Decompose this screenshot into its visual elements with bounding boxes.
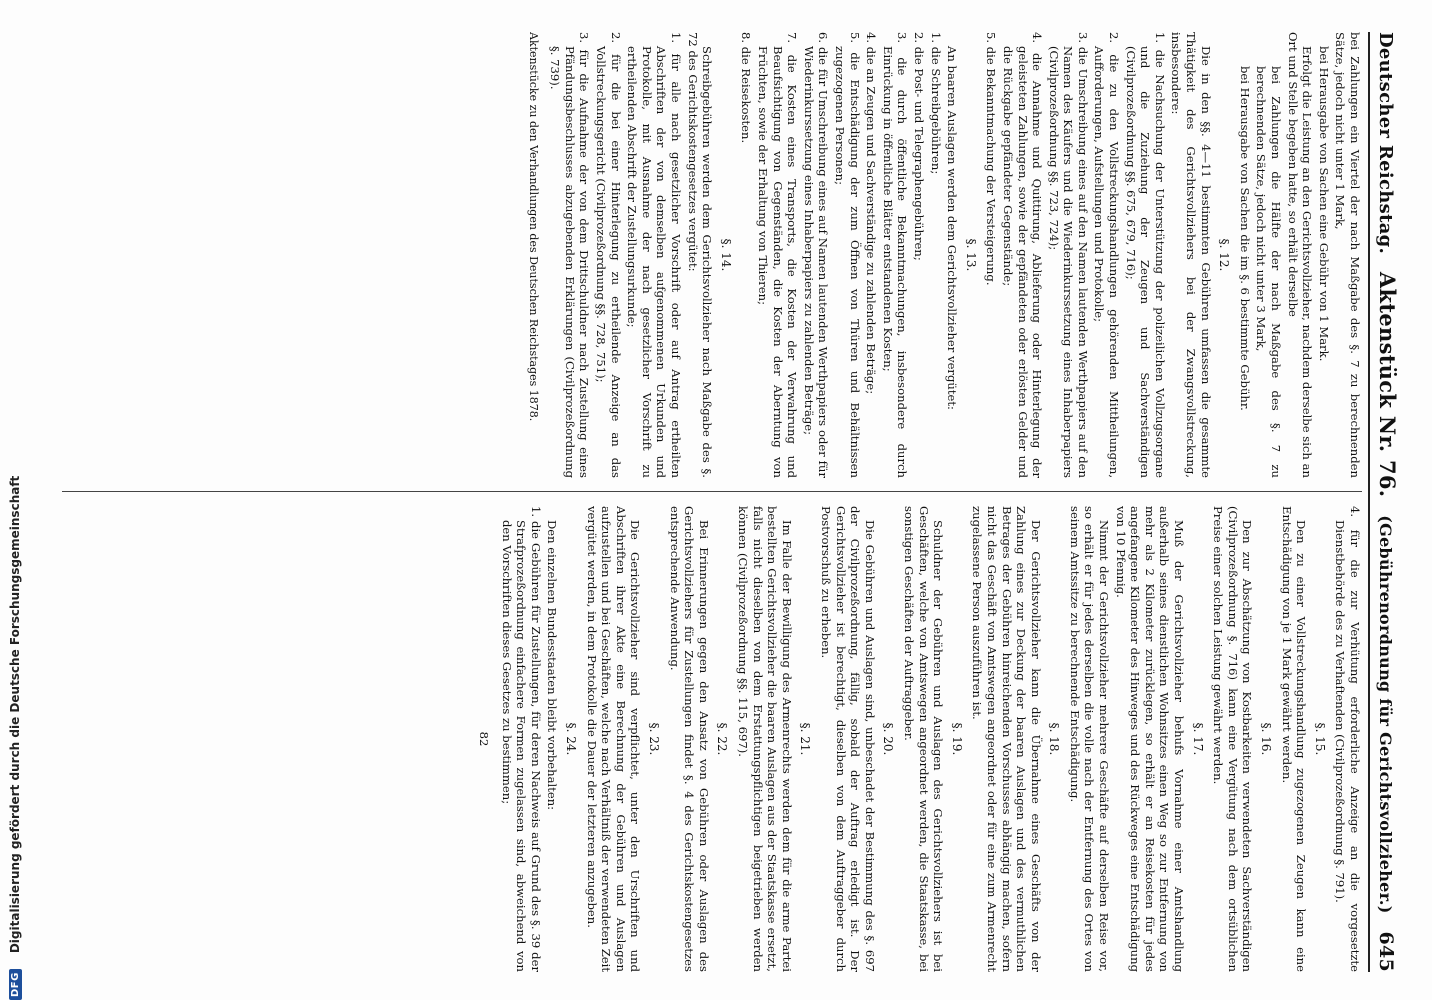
section-heading: §. 17.	[1190, 722, 1205, 756]
list-item: 4. die an Zeugen und Sachverständige zu zahlenden Beträge;	[864, 32, 879, 395]
section-heading: §. 23.	[647, 722, 662, 756]
section-heading: §. 18.	[1047, 722, 1062, 756]
paragraph: Den zu einer Vollstreckungshandlung zugezogenen Zeugen kann eine Entschädigung von je 1 Mark gewährt werden.	[1279, 506, 1309, 972]
list-item: 1. die Gebühren für Zustellungen, für deren Nachweis auf Grund des §. 39 der Strafprozeßordnung einfachere Formen zugelassen sind, abweichend von den Vorschriften dieses Gesetzes zu bestimmen;	[499, 506, 543, 972]
left-column	[42, 32, 1362, 478]
list-item: 5. die Bekanntmachung der Versteigerung.	[984, 32, 999, 286]
header-page-number: 645	[1375, 931, 1397, 972]
page-footer: Aktenstücke zu den Verhandlungen des Deutschen Reichstages 1878.	[526, 32, 540, 422]
header-right: (Gebührenordnung für Gerichtsvollzieher.)	[1376, 515, 1395, 914]
section-heading: §. 15.	[1312, 722, 1327, 756]
section-heading: §. 12.	[1217, 238, 1232, 272]
header-left: Deutscher Reichstag.	[1375, 32, 1396, 255]
scan-footer-text: Digitalisierung gefördert durch die Deutsche Forschungsgemeinschaft	[8, 475, 22, 954]
paragraph: An baaren Auslagen werden dem Gerichtsvollzieher vergütet:	[945, 46, 960, 410]
section-heading: §. 16.	[1259, 722, 1274, 756]
list-item: 6. die für Umschreibung eines auf Namen lautenden Werthpapiers oder für Wiederinkurssetzung eines Inhaberpapiers zu zahlenden Beträge;	[801, 32, 831, 478]
section-heading: §. 21.	[798, 722, 813, 756]
list-item: 4. die Annahme und Quittirung, Ablieferung oder Hinterlegung der geleisteten Zahlungen, sowie der gepfändeten oder erlösten Gelder und die Rückgabe gepfändeter Gegenstände;	[1000, 32, 1045, 478]
section-heading: §. 14.	[718, 238, 733, 272]
list-item: 3. die Umschreibung eines auf den Namen lautenden Werthpapiers auf den Namen des Käufers und die Wiederinkurssetzung eines Inhaberpapiers (Civilprozeßordnung §§. 723, 724);	[1046, 32, 1090, 478]
list-item: 5. die Entschädigung der zum Öffnen von Thüren und Behältnissen zugezogenen Personen;	[833, 32, 862, 478]
paragraph: bei Herausgabe von Sachen eine Gebühr von 1 Mark.	[1316, 46, 1331, 362]
right-column	[42, 506, 1362, 972]
list-item: 2. für die bei einer Hinterlegung zu ertheilende Anzeige an das Vollstreckungsgericht (Civilprozeßordnung §§. 728, 751);	[594, 32, 623, 478]
paragraph: Der Gerichtsvollzieher kann die Übernahme eines Geschäfts von der Zahlung eines zur Deckung der baaren Auslagen und des vermuthlichen Betrages der Gebühren hinreichenden Vorschusses abhängig machen, sofern nicht das Geschäft von Amtswegen angeordnet oder für eine zum Armenrecht zugelassene Person auszuführen ist.	[970, 506, 1043, 972]
paragraph: Nimmt der Gerichtsvollzieher mehrere Geschäfte auf derselben Reise vor, so erhält er für jedes derselben die volle nach der Entfernung des Ortes von seinem Amtssitze zu berechnende Entschädigung.	[1067, 506, 1112, 972]
paragraph: Bei Erinnerungen gegen den Ansatz von Gebühren oder Auslagen des Gerichtsvollziehers für Zustellungen findet §. 4 des Gerichtskostengesetzes entsprechende Anwendung.	[667, 506, 711, 972]
section-heading: §. 19.	[949, 722, 964, 756]
column-divider	[62, 491, 1362, 492]
paragraph: Die Gebühren und Auslagen sind, unbeschadet der Bestimmung des §. 697 der Civilprozeßordnung, fällig, sobald der Auftrag erledigt ist. Der Gerichtsvollzieher ist berechtigt, dieselben von dem Auftraggeber durch Postvorschuß zu erheben.	[819, 506, 877, 972]
paragraph: Die in den §§. 4—11 bestimmten Gebühren umfassen die gesammte Thätigkeit des Gerichtsvollziehers bei der Zwangsvollstreckung, insbesondere:	[1169, 32, 1213, 478]
paragraph: Den einzelnen Bundesstaaten bleibt vorbehalten:	[545, 520, 560, 811]
section-heading: §. 24.	[564, 722, 579, 756]
running-head	[1368, 32, 1400, 972]
scan-footer	[0, 0, 30, 1000]
paragraph: Erfolgt die Leistung an den Gerichtsvollzieher, nachdem derselbe sich an Ort und Stelle begeben hatte, so erhält derselbe	[1285, 32, 1315, 478]
list-item: 1. die Schreibgebühren;	[928, 32, 943, 175]
paragraph: Schuldner der Gebühren und Auslagen des Gerichtsvollziehers ist bei Geschäften, welche von Amtswegen angeordnet werden, die Staatskasse, bei sonstigen Geschäften der Auftraggeber.	[901, 506, 946, 972]
list-item: 1. für alle nach gesetzlicher Vorschrift oder auf Antrag ertheilten Abschriften der von demselben aufgenommenen Urkunden und Protokolle, mit Ausnahme der nach gesetzlicher Vorschrift zu ertheilenden Abschrift der Zustellungsurkunde;	[625, 32, 684, 478]
paragraph: bei Herausgabe von Sachen die im §. 6 bestimmte Gebühr.	[1237, 66, 1252, 411]
header-center: Aktenstück Nr. 76.	[1375, 271, 1400, 498]
list-item: 7. die Kosten eines Transports, die Kosten der Verwahrung und Beaufsichtigung von Gegenständen, die Kosten der Aberntung von Früchten, sowie der Erhaltung von Thieren;	[756, 32, 800, 478]
list-item: 2. die zu den Vollstreckungshandlungen gehörenden Mittheilungen, Aufforderungen, Aufstellungen und Protokolle;	[1092, 32, 1122, 478]
list-item: 3. die durch öffentliche Bekanntmachungen, insbesondere durch Einrückung in öffentliche Blätter entstandenen Kosten;	[880, 32, 910, 478]
list-item: 1. die Nachsuchung der Unterstützung der polizeilichen Vollzugsorgane und die Zuziehung der Zeugen und Sachverständigen (Civilprozeßordnung §§. 675, 679, 716);	[1123, 32, 1167, 478]
list-item: 3. für die Aufnahme der von dem Drittschuldner nach Zustellung eines Pfändungsbeschlusses abzugebenden Erklärungen (Civilprozeßordnung §. 739).	[548, 32, 592, 478]
paragraph: Im Falle der Bewilligung des Armenrechts werden dem für die arme Partei bestellten Gerichtsvollzieher die baaren Auslagen aus der Staatskasse ersetzt, falls nicht dieselben von dem Erstattungspflichtigen beigetrieben werden können (Civilprozeßordnung §§. 115, 697).	[736, 506, 794, 972]
list-item: 2. die Post- und Telegraphengebühren;	[911, 32, 926, 261]
list-item: 4. für die zur Verhütung erforderliche Anzeige an die vorgesetzte Dienstbehörde des zu Verhaftenden (Civilprozeßordnung §. 791).	[1333, 506, 1362, 972]
paragraph: bei Zahlungen ein Viertel der nach Maßgabe des §. 7 zu berechnenden Sätze, jedoch nicht unter 1 Mark,	[1333, 32, 1362, 478]
paragraph: Schreibgebühren werden dem Gerichtsvollzieher nach Maßgabe des §. 72 des Gerichtskostengesetzes vergütet:	[685, 32, 715, 478]
paragraph: Den zur Abschätzung von Kostbarkeiten verwendeten Sachverständigen (Civilprozeßordnung §. 716) kann eine Vergütung nach dem ortsüblichen Preise einer solchen Leistung gewährt werden.	[1211, 506, 1255, 972]
section-heading: §. 20.	[881, 722, 896, 756]
section-heading: §. 22.	[715, 722, 730, 756]
dfg-logo-icon: DFG	[9, 969, 22, 1000]
paragraph: Die Gerichtsvollzieher sind verpflichtet, unter den Urschriften und Abschriften ihrer Akte eine Berechnung der Gebühren und Auslagen aufzustellen und bei Geschäften, welche nach Verhältniß der verwendeten Zeit vergütet werden, in dem Protokolle die Dauer der letzteren anzugeben.	[584, 506, 643, 972]
section-heading: §. 13.	[963, 238, 978, 272]
page-number: 82	[477, 731, 492, 747]
paragraph: bei Zahlungen die Hälfte der nach Maßgabe des §. 7 zu berechnenden Sätze, jedoch nicht unter 3 Mark,	[1254, 66, 1284, 478]
list-item: 8. die Reisekosten.	[739, 32, 754, 144]
paragraph: Muß der Gerichtsvollzieher behufs Vornahme einer Amtshandlung außerhalb seines dienstlichen Wohnsitzes einen Weg so zur Entfernung von mehr als 2 Kilometer zurücklegen, so erhält er an Reisekosten für jedes angefangene Kilometer des Hinweges und des Rückweges eine Entschädigung von 10 Pfennig.	[1113, 506, 1187, 972]
